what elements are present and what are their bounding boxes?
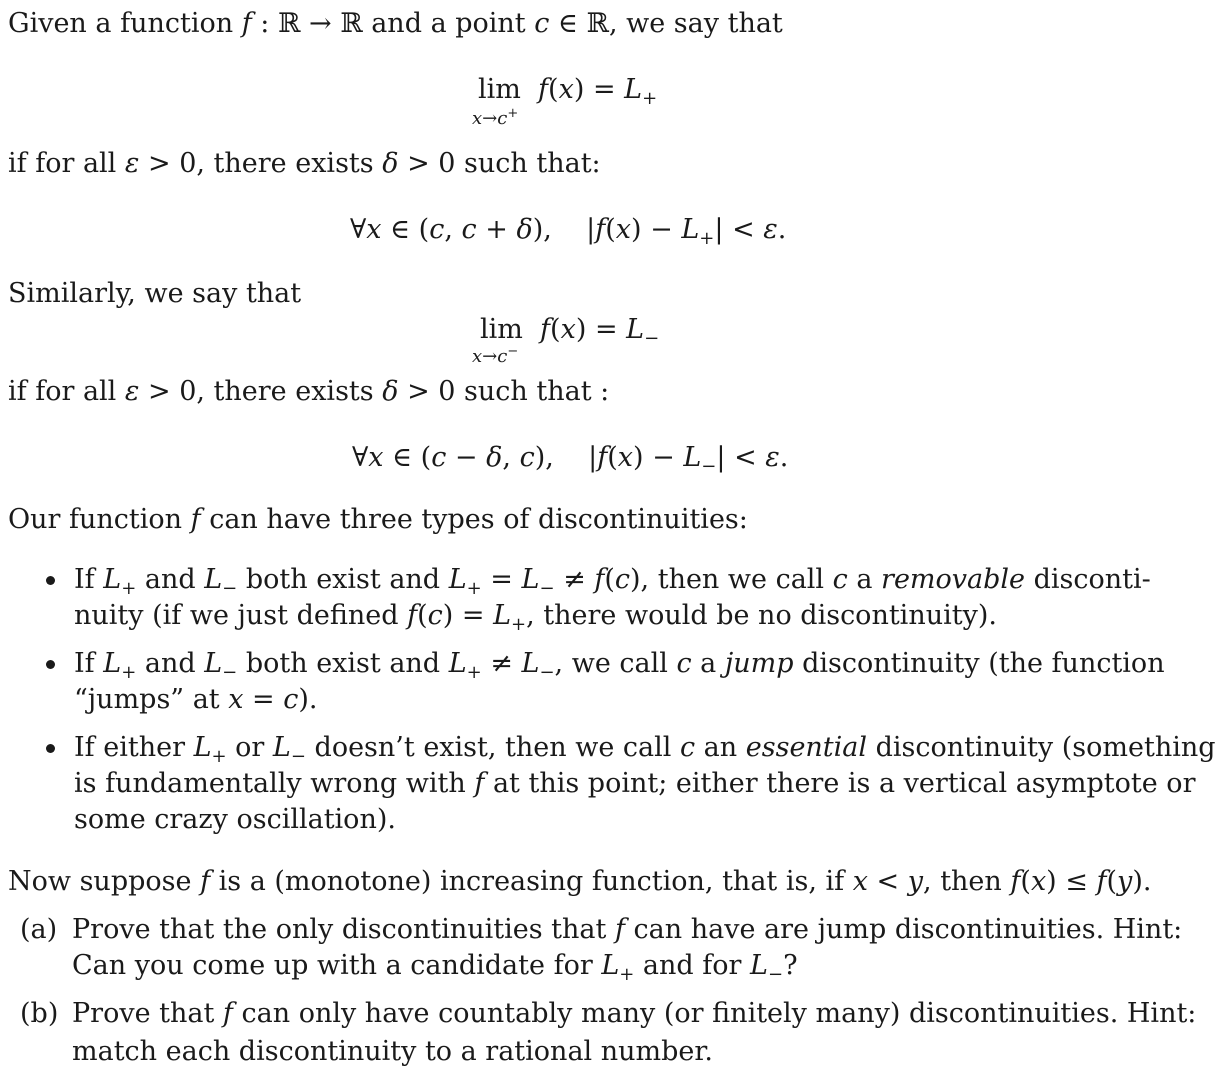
right-limit-formula: $\lim f(x) = L_+$ xyxy=(478,74,658,109)
types-heading: Our function f can have three types of discontinuities: xyxy=(8,504,748,535)
part-b-line1: Prove that f can only have countably many (or finitely many) discontinuities. Hint: xyxy=(72,998,1197,1029)
left-limit-quantified: ∀x ∈ (c − δ, c), $|f(x) - L_-| < \varepsilon$. xyxy=(352,442,789,477)
intro-line: Given a function f : ℝ → ℝ and a point c ∈ ℝ, we say that xyxy=(8,8,783,39)
left-limit-intro: Similarly, we say that xyxy=(8,278,302,309)
left-limit-condition: if for all ε > 0, there exists δ > 0 such that : xyxy=(8,376,610,407)
right-limit-subscript: x→c+ xyxy=(472,106,519,129)
bullet-jump-line1: If $L_+$ and $L_-$ both exist and $L_+ \ne L_-$, we call c a jump discontinuity (the function xyxy=(74,648,1165,683)
bullet-essential-line2: is fundamentally wrong with f at this point; either there is a vertical asymptote or xyxy=(74,768,1196,799)
bullet-removable-line1: If $L_+$ and $L_-$ both exist and $L_+ = L_- \ne f(c)$, then we call c a removable disconti- xyxy=(74,564,1151,599)
bullet-marker xyxy=(46,744,55,753)
monotone-statement: Now suppose f is a (monotone) increasing function, that is, if x < y, then f(x) ≤ f(y). xyxy=(8,866,1152,897)
part-a-line2: Can you come up with a candidate for $L_+$ and for $L_-$? xyxy=(72,950,798,985)
left-limit-formula: $\lim f(x) = L_-$ xyxy=(480,314,660,349)
bullet-marker xyxy=(46,576,55,585)
right-limit-quantified: ∀x ∈ (c, c + δ), $|f(x) - L_+| < \varepsilon$. xyxy=(350,214,787,249)
bullet-essential-line1: If either $L_+$ or $L_-$ doesn’t exist, then we call c an essential discontinuity (something xyxy=(74,732,1216,767)
part-a-line1: Prove that the only discontinuities that f can have are jump discontinuities. Hint: xyxy=(72,914,1183,945)
bullet-marker xyxy=(46,660,55,669)
part-b-label: (b) xyxy=(20,998,59,1029)
part-b-line2: match each discontinuity to a rational number. xyxy=(72,1036,713,1067)
part-a-label: (a) xyxy=(20,914,58,945)
bullet-removable-line2: nuity (if we just defined $f(c) = L_+$, there would be no discontinuity). xyxy=(74,600,997,635)
right-limit-condition: if for all ε > 0, there exists δ > 0 such that: xyxy=(8,148,601,179)
bullet-essential-line3: some crazy oscillation). xyxy=(74,804,396,835)
left-limit-subscript: x→c− xyxy=(472,344,519,367)
bullet-jump-line2: “jumps” at x = c). xyxy=(74,684,318,715)
